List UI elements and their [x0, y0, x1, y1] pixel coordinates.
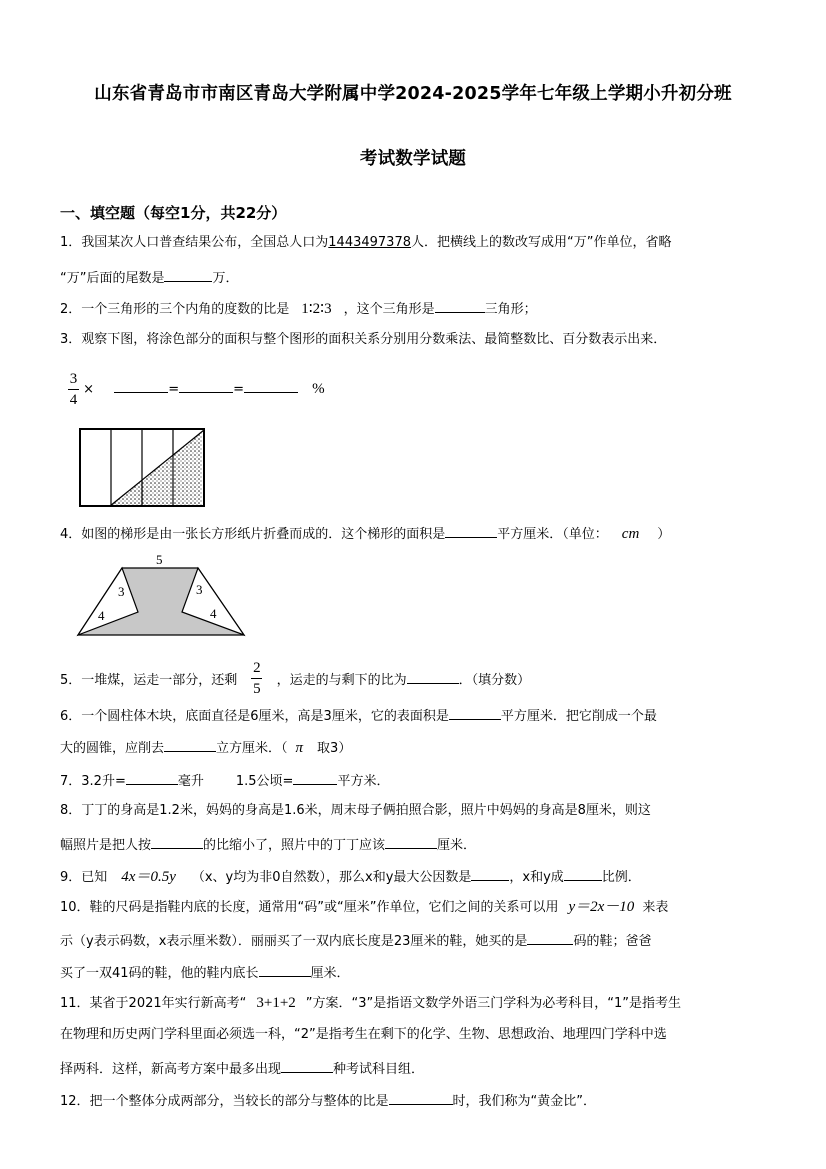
q1-text-d: 万． — [212, 271, 239, 286]
answer-blank[interactable] — [259, 962, 311, 977]
question-8-line2 — [60, 834, 476, 855]
question-6-line2 — [60, 737, 351, 758]
question-6-line1 — [60, 705, 657, 726]
answer-blank[interactable] — [293, 770, 337, 785]
q3-answer-row — [68, 371, 325, 408]
q11-text-e: 种考试科目组． — [333, 1062, 425, 1077]
q1-population-number: 1443497378 — [328, 235, 411, 250]
q3-times-sign: × — [83, 382, 95, 397]
q6-text-a: 6．一个圆柱体木块，底面直径是6厘米，高是3厘米，它的表面积是 — [60, 709, 449, 724]
q9-text-b: （x、y均为非0自然数），那么x和y最大公因数是 — [191, 870, 472, 885]
answer-blank[interactable] — [389, 1090, 453, 1105]
q7-text-d: 平方米． — [337, 774, 390, 789]
question-3 — [60, 331, 666, 349]
q11-text-a: 11．某省于2021年实行新高考“ — [60, 996, 247, 1011]
question-4 — [60, 523, 670, 544]
q3-equals-2: = — [233, 382, 244, 397]
answer-blank[interactable] — [244, 378, 298, 393]
question-8-line1 — [60, 802, 651, 820]
q4-label-right-3: 3 — [196, 582, 203, 597]
question-1-line1 — [60, 234, 671, 252]
answer-blank[interactable] — [471, 866, 509, 881]
answer-blank[interactable] — [564, 866, 602, 881]
q4-text-b: 平方厘米．（单位： — [497, 527, 608, 542]
q10-text-e: 买了一双41码的鞋，他的鞋内底长 — [60, 966, 259, 981]
q10-text-a: 10．鞋的尺码是指鞋内底的长度，通常用“码”或“厘米”作单位，它们之间的关系可以用 — [60, 900, 559, 915]
q2-text-b: ，这个三角形是 — [343, 302, 435, 317]
q3-percent-sign: % — [312, 381, 325, 397]
answer-blank[interactable] — [164, 267, 212, 282]
q3-figure-rectangle-diagram — [78, 426, 208, 508]
question-10-line3 — [60, 962, 350, 983]
q4-label-left-4: 4 — [98, 608, 105, 623]
question-1-line2 — [60, 267, 239, 288]
q9-text-d: 比例． — [601, 870, 641, 885]
question-11-line1 — [60, 994, 681, 1013]
q7-text-b: 毫升 — [177, 774, 204, 789]
q5-text-c: ．（填分数） — [458, 673, 531, 688]
q5-fraction — [251, 660, 262, 697]
document-title-line2: 考试数学试题 — [359, 149, 467, 169]
q6-text-b: 平方厘米．把它削成一个最 — [500, 709, 657, 724]
q5-fraction-denominator: 5 — [253, 681, 261, 697]
q3-fraction-denominator: 4 — [69, 392, 78, 408]
question-10-line2 — [60, 930, 651, 951]
question-2 — [60, 298, 537, 319]
q11-formula: 3+1+2 — [256, 995, 296, 1011]
q4-unit: cm — [621, 526, 640, 542]
q3-text: 3．观察下图，将涂色部分的面积与整个图形的面积关系分别用分数乘法、最简整数比、百分数表示出来． — [60, 332, 667, 347]
question-5 — [60, 662, 530, 699]
q3-fraction — [68, 371, 79, 408]
question-9 — [60, 866, 641, 887]
question-11-line2 — [60, 1026, 667, 1044]
q4-trapezoid-diagram — [76, 550, 248, 640]
answer-blank[interactable] — [281, 1058, 333, 1073]
q11-text-b: ”方案．“3”是指语文数学外语三门学科为必考科目，“1”是指考生 — [305, 996, 682, 1011]
q6-pi-symbol: π — [295, 740, 304, 756]
answer-blank[interactable] — [449, 705, 501, 720]
q7-text-c: 1.5公顷= — [235, 774, 294, 789]
q5-text-a: 5．一堆煤，运走一部分，还剩 — [60, 673, 238, 688]
answer-blank[interactable] — [527, 930, 573, 945]
q6-text-d: 立方厘米．（ — [216, 741, 288, 756]
section-heading: 一、填空题（每空1分，共22分） — [60, 204, 287, 222]
q11-text-d: 择两科．这样，新高考方案中最多出现 — [60, 1062, 282, 1077]
answer-blank[interactable] — [164, 737, 216, 752]
q6-text-e: 取3） — [317, 741, 352, 756]
q8-text-c: 的比缩小了，照片中的丁丁应该 — [203, 838, 386, 853]
answer-blank[interactable] — [126, 770, 178, 785]
q10-text-d: 码的鞋；爸爸 — [573, 934, 652, 949]
q9-text-c: ，x和y成 — [509, 870, 564, 885]
q6-text-c: 大的圆锥，应削去 — [60, 741, 165, 756]
q5-fraction-numerator: 2 — [253, 660, 261, 676]
q4-label-right-4: 4 — [210, 606, 217, 621]
q2-ratio: 1∶2∶3 — [301, 301, 332, 317]
answer-blank[interactable] — [151, 834, 203, 849]
q10-text-f: 厘米． — [310, 966, 350, 981]
q3-equals-1: = — [168, 382, 180, 397]
q4-label-left-3: 3 — [118, 584, 125, 599]
answer-blank[interactable] — [407, 669, 459, 684]
q10-text-c: 示（y表示码数，x表示厘米数）．丽丽买了一双内底长度是23厘米的鞋，她买的是 — [60, 934, 528, 949]
q8-text-a: 8．丁丁的身高是1.2米，妈妈的身高是1.6米，周末母子俩拍照合影，照片中妈妈的身高是8厘米，则这 — [60, 803, 651, 818]
q3-fraction-numerator: 3 — [69, 371, 78, 387]
q1-text-a: 1．我国某次人口普查结果公布，全国总人口为 — [60, 235, 329, 250]
answer-blank[interactable] — [385, 834, 437, 849]
q4-label-top: 5 — [156, 552, 163, 567]
q8-text-b: 幅照片是把人按 — [60, 838, 152, 853]
answer-blank[interactable] — [179, 378, 233, 393]
q5-text-b: ，运走的与剩下的比为 — [276, 673, 407, 688]
question-11-line3 — [60, 1058, 424, 1079]
q8-text-d: 厘米． — [437, 838, 477, 853]
q12-text-a: 12．把一个整体分成两部分，当较长的部分与整体的比是 — [60, 1094, 389, 1109]
q4-text-a: 4．如图的梯形是由一张长方形纸片折叠而成的．这个梯形的面积是 — [60, 527, 446, 542]
q9-equation: 4x＝0.5y — [121, 869, 176, 885]
q10-text-b: 来表 — [642, 900, 669, 915]
q7-text-a: 7．3.2升= — [60, 774, 126, 789]
q9-text-a: 9．已知 — [60, 870, 108, 885]
q4-text-c: ） — [657, 527, 671, 542]
answer-blank[interactable] — [445, 523, 497, 538]
q1-text-b: 人．把横线上的数改写成用“万”作单位，省略 — [411, 235, 672, 250]
q11-text-c: 在物理和历史两门学科里面必须选一科，“2”是指考生在剩下的化学、生物、思想政治、地理四门学科中选 — [60, 1027, 667, 1042]
question-10-line1 — [60, 898, 668, 917]
question-12 — [60, 1090, 596, 1111]
q2-text-a: 2．一个三角形的三个内角的度数的比是 — [60, 302, 290, 317]
q12-text-b: 时，我们称为“黄金比”． — [452, 1094, 597, 1109]
question-7 — [60, 770, 389, 791]
q1-text-c: “万”后面的尾数是 — [60, 271, 165, 286]
answer-blank[interactable] — [435, 298, 485, 313]
q10-equation: y＝2x－10 — [568, 899, 635, 915]
answer-blank[interactable] — [114, 378, 168, 393]
document-title-line1: 山东省青岛市市南区青岛大学附属中学2024-2025学年七年级上学期小升初分班 — [94, 84, 732, 104]
q2-text-c: 三角形； — [484, 302, 537, 317]
